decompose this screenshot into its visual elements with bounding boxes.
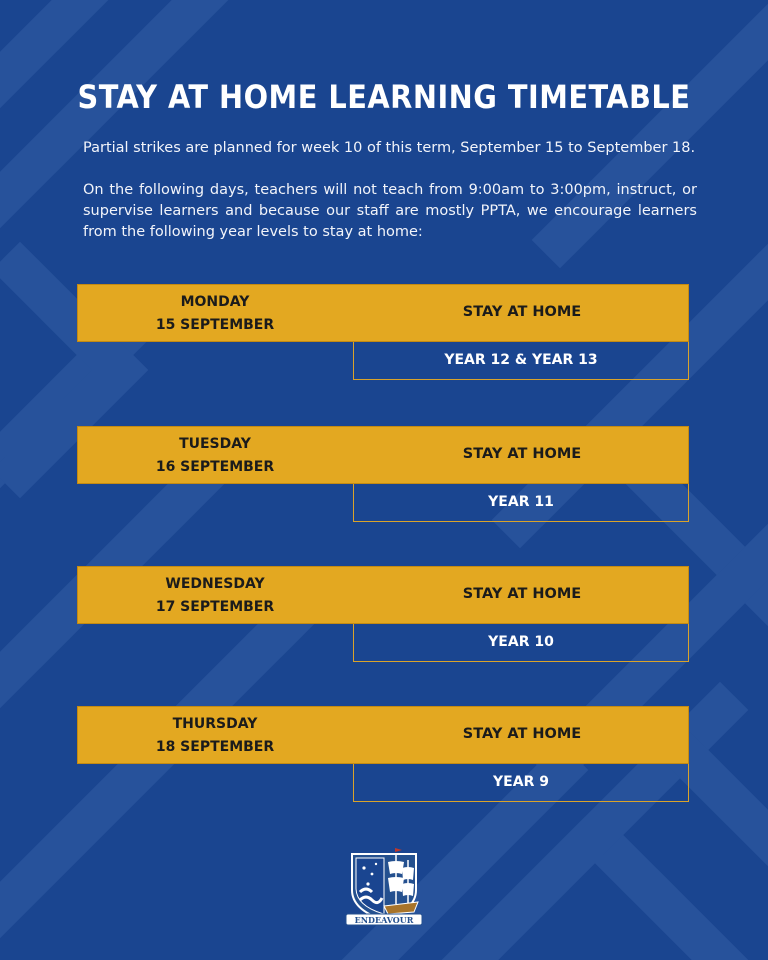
crest-text: ENDEAVOUR — [354, 915, 414, 925]
day-date: 16 SEPTEMBER — [155, 459, 275, 475]
day-name: THURSDAY — [172, 716, 258, 732]
day-date: 15 SEPTEMBER — [155, 317, 275, 333]
year-levels: YEAR 11 — [353, 484, 689, 522]
year-levels: YEAR 10 — [353, 624, 689, 662]
year-levels: YEAR 12 & YEAR 13 — [353, 342, 689, 380]
stay-at-home-label: STAY AT HOME — [462, 304, 582, 320]
intro-paragraph-1: Partial strikes are planned for week 10 of this term, September 15 to September 18. — [83, 140, 696, 156]
year-levels: YEAR 9 — [353, 764, 689, 802]
ship-crest-icon — [338, 840, 430, 926]
stay-at-home-label: STAY AT HOME — [462, 446, 582, 462]
page-title: STAY AT HOME LEARNING TIMETABLE — [77, 78, 691, 116]
day-name: WEDNESDAY — [165, 576, 265, 592]
day-date: 18 SEPTEMBER — [155, 739, 275, 755]
stay-at-home-label: STAY AT HOME — [462, 586, 582, 602]
day-name: MONDAY — [180, 294, 250, 310]
intro-paragraph-2: On the following days, teachers will not teach from 9:00am to 3:00pm, instruct, or supervise learners and because our staff are mostly PPTA, we encourage learners from the following year levels to stay at home: — [83, 182, 697, 240]
stay-at-home-label: STAY AT HOME — [462, 726, 582, 742]
day-date: 17 SEPTEMBER — [155, 599, 275, 615]
day-name: TUESDAY — [179, 436, 251, 452]
